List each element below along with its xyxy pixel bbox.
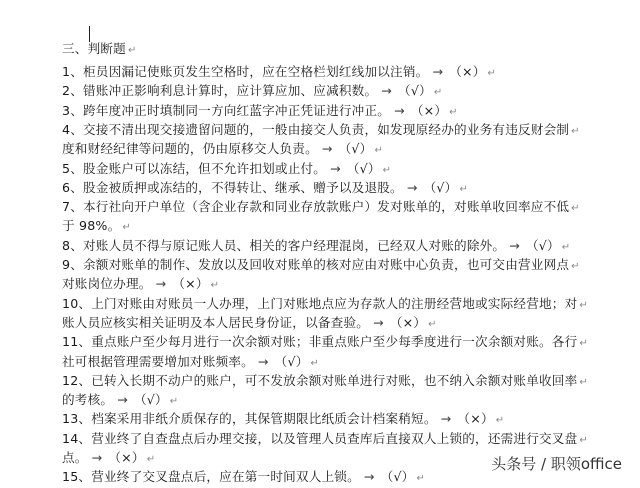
answer-mark: （×） xyxy=(410,102,448,118)
question-line xyxy=(62,410,504,428)
paragraph-mark-icon: ↵ xyxy=(579,434,588,446)
question-line xyxy=(62,160,391,178)
question-text: 5、股金账户可以冻结，但不允许扣划或止付。 xyxy=(62,160,327,176)
question-text: 9、余额对账单的制作、发放以及回收对账单的核对应由对账中心负责，也可交由营业网点 xyxy=(62,257,570,272)
paragraph-mark-icon: ↵ xyxy=(122,222,131,234)
question-line xyxy=(62,468,425,486)
question-text: 4、交接不清出现交接遗留问题的，一般由接交人负责，如发现原经办的业务有违反财会制 xyxy=(62,121,570,137)
answer-mark: （√） xyxy=(338,141,373,157)
paragraph-mark-icon: ↵ xyxy=(428,318,437,330)
paragraph-mark-icon: ↵ xyxy=(169,396,179,408)
answer-mark: （×） xyxy=(457,411,494,427)
question-text: 7、本行社向开户单位（含企业存款和同业存放款账户）发对账单的，对账单收回率应不低 xyxy=(62,199,570,215)
question-text: 6、股金被质押或冻结的，不得转让、继承、赠予以及退股。 xyxy=(62,179,403,195)
answer-mark: （√） xyxy=(398,83,432,99)
paragraph-mark-icon: ↵ xyxy=(571,125,580,137)
question-line xyxy=(62,275,219,293)
paragraph-mark-icon: ↵ xyxy=(210,280,220,292)
question-text: 1、柜员因漏记使账页发生空格时，应在空格栏划红线加以注销。 xyxy=(62,64,429,79)
question-text: 15、营业终了交叉盘点后，应在第一时间双人上锁。 xyxy=(62,469,360,485)
question-line xyxy=(62,372,588,390)
question-line xyxy=(62,179,468,197)
question-line xyxy=(62,121,580,139)
paragraph-mark-icon: ↵ xyxy=(561,241,571,253)
tab-arrow-icon: → xyxy=(394,102,405,118)
paragraph-mark-icon: ↵ xyxy=(571,261,580,272)
question-text: 8、对账人员不得与原记账人员、相关的客户经理混岗，已经双人对账的除外。 xyxy=(62,237,506,253)
question-line xyxy=(62,198,580,216)
paragraph-mark-icon: ↵ xyxy=(579,299,588,311)
answer-mark: （√） xyxy=(380,469,415,485)
answer-mark: （×） xyxy=(449,64,486,79)
question-line xyxy=(62,333,588,351)
question-text: 2、错账冲正影响利息计算时，应计算应加、应减积数。 xyxy=(62,83,378,99)
question-line xyxy=(62,256,580,274)
tab-arrow-icon: → xyxy=(91,450,103,465)
question-line xyxy=(62,217,131,235)
question-text: 社可根据管理需要增加对账频率。 xyxy=(62,353,254,369)
section-title: 三、判断题 ↵ xyxy=(62,41,137,56)
watermark: 头条号 / 职领office xyxy=(487,451,626,477)
answer-mark: （×） xyxy=(389,314,427,330)
tab-arrow-icon: → xyxy=(373,314,384,330)
answer-mark: （√） xyxy=(274,353,309,369)
answer-mark: （×） xyxy=(108,450,145,465)
question-line xyxy=(62,140,383,158)
tab-arrow-icon: → xyxy=(257,353,269,369)
question-text: 账人员应核实相关证明及本人居民身份证，以备查验。 xyxy=(62,314,370,330)
question-text: 度和财经纪律等问题的，仍由原移交人负责。 xyxy=(62,141,318,157)
answer-mark: （×） xyxy=(172,276,209,292)
question-line xyxy=(62,391,178,409)
tab-arrow-icon: → xyxy=(440,411,452,427)
question-line xyxy=(62,314,437,332)
tab-arrow-icon: → xyxy=(330,160,341,176)
question-text: 10、上门对账由对账员一人办理，上门对账地点应为存款人的注册经营地或实际经营地；对 xyxy=(62,295,578,311)
answer-mark: （√） xyxy=(133,392,168,408)
tab-arrow-icon: → xyxy=(363,469,375,485)
question-line xyxy=(62,82,442,100)
answer-mark: （√） xyxy=(423,179,458,195)
question-line xyxy=(62,430,588,448)
paragraph-mark-icon: ↵ xyxy=(459,183,469,195)
paragraph-mark-icon: ↵ xyxy=(382,164,392,176)
paragraph-mark-icon: ↵ xyxy=(495,415,505,427)
question-line xyxy=(62,295,588,313)
paragraph-mark-icon: ↵ xyxy=(449,106,458,118)
question-line xyxy=(62,63,496,81)
tab-arrow-icon: → xyxy=(155,276,167,292)
question-line xyxy=(62,449,155,467)
question-text: 点。 xyxy=(62,450,88,465)
question-text: 14、营业终了自查盘点后办理交接，以及管理人员查库后直接双人上锁的，还需进行交叉盘 xyxy=(62,430,578,446)
answer-mark: （√） xyxy=(525,237,560,253)
paragraph-mark-icon: ↵ xyxy=(579,338,588,350)
question-text: 12、已转入长期不动户的账户，可不发放余额对账单进行对账，也不纳入余额对账单收回率 xyxy=(62,372,578,388)
question-text: 13、档案采用非纸介质保存的，其保管期限比纸质会计档案稍短。 xyxy=(62,411,437,427)
question-text: 对账岗位办理。 xyxy=(62,276,152,292)
paragraph-mark-icon: ↵ xyxy=(571,203,580,215)
question-line xyxy=(62,353,319,371)
question-text: 11、重点账户至少每月进行一次余额对账；非重点账户至少每季度进行一次余额对账。各行 xyxy=(62,334,578,350)
question-text: 于 98%。 xyxy=(62,218,121,234)
question-line xyxy=(62,102,458,120)
paragraph-mark-icon: ↵ xyxy=(487,68,497,79)
paragraph-mark-icon: ↵ xyxy=(374,145,384,157)
question-text: 3、跨年度冲正时填制同一方向红蓝字冲正凭证进行冲正。 xyxy=(62,102,391,118)
answer-mark: （√） xyxy=(346,160,381,176)
tab-arrow-icon: → xyxy=(432,64,444,79)
paragraph-mark-icon: ↵ xyxy=(579,376,588,388)
tab-arrow-icon: → xyxy=(406,179,418,195)
tab-arrow-icon: → xyxy=(117,392,128,408)
question-line xyxy=(62,237,570,255)
question-text: 的考核。 xyxy=(62,392,114,408)
tab-arrow-icon: → xyxy=(381,83,393,99)
tab-arrow-icon: → xyxy=(509,237,520,253)
paragraph-mark-icon: ↵ xyxy=(433,87,443,99)
paragraph-mark-icon: ↵ xyxy=(146,454,156,465)
tab-arrow-icon: → xyxy=(321,141,333,157)
paragraph-mark-icon: ↵ xyxy=(416,473,426,485)
paragraph-mark-icon: ↵ xyxy=(310,357,320,369)
